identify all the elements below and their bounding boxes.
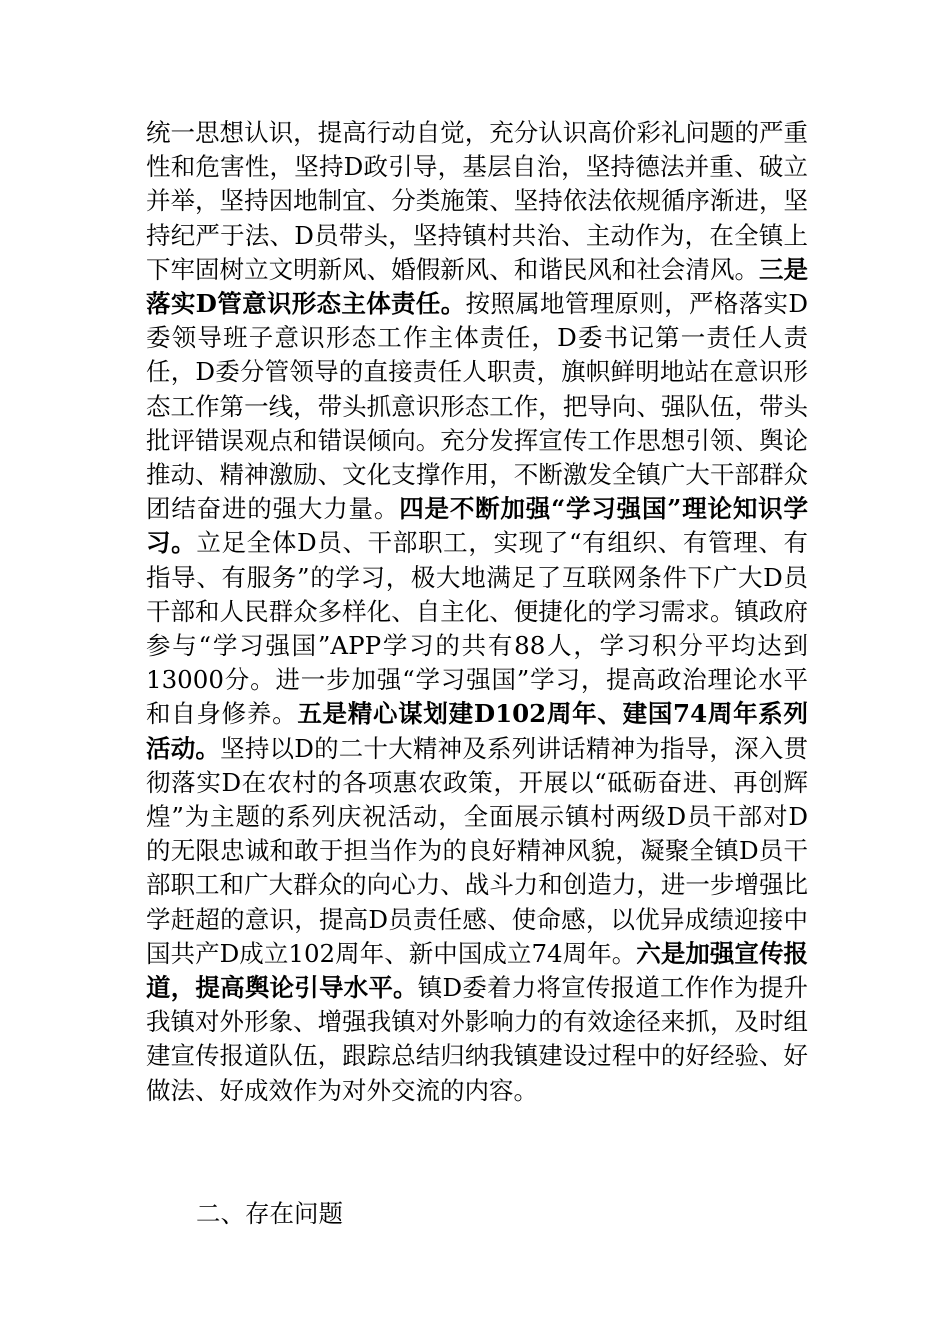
- bold-point-five: 五是精心谋划建D102周年、建国74周年系列活动。: [146, 699, 808, 763]
- paragraph-segment: 统一思想认识，提高行动自觉，充分认识高价彩礼问题的严重性和危害性，坚持D政引导，基层自治，坚持德法并重、破立并举，坚持因地制宜、分类施策、坚持依法依规循序渐进，坚持纪严于法、D员带头，坚持镇村共治、主动作为，在全镇上下牢固树立文明新风、婚假新风、和谐民风和社会清风。: [146, 118, 808, 284]
- paragraph-segment: 坚持以D的二十大精神及系列讲话精神为指导，深入贯彻落实D在农村的各项惠农政策，开展以“砥砺奋进、再创辉煌”为主题的系列庆祝活动，全面展示镇村两级D员干部对D的无限忠诚和敢于担当作为的良好精神风貌，凝聚全镇D员干部职工和广大群众的向心力、战斗力和创造力，进一步增强比学赶超的意识，提高D员责任感、使命感，以优异成绩迎接中国共产D成立102周年、新中国成立74周年。: [146, 733, 809, 968]
- bold-point-three: 三是落实D管意识形态主体责任。: [146, 254, 809, 319]
- paragraph-segment: 立足全体D员、干部职工，实现了“有组织、有管理、有指导、有服务”的学习，极大地满足了互联网条件下广大D员干部和人民群众多样化、自主化、便捷化的学习需求。镇政府参与“学习强国”APP学习的共有88人，学习积分平均达到13000分。进一步加强“学习强国”学习，提高政治理论水平和自身修养。: [146, 528, 809, 729]
- paragraph-segment: 按照属地管理原则，严格落实D委领导班子意识形态工作主体责任，D委书记第一责任人责任，D委分管领导的直接责任人职责，旗帜鲜明地站在意识形态工作第一线，带头抓意识形态工作，把导向、强队伍，带头批评错误观点和错误倾向。充分发挥宣传工作思想引领、舆论推动、精神激励、文化支撑作用，不断激发全镇广大干部群众团结奋进的强大力量。: [146, 289, 808, 524]
- section-heading: 二、存在问题: [196, 1199, 343, 1228]
- body-paragraph: [146, 116, 808, 1108]
- bold-point-four: 四是不断加强“学习强国”理论知识学习。: [146, 494, 809, 558]
- paragraph-segment: 镇D委着力将宣传报道工作作为提升我镇对外形象、增强我镇对外影响力的有效途径来抓，及时组建宣传报道队伍，跟踪总结归纳我镇建设过程中的好经验、好做法、好成效作为对外交流的内容。: [146, 973, 808, 1105]
- bold-point-six: 六是加强宣传报道，提高舆论引导水平。: [146, 938, 808, 1003]
